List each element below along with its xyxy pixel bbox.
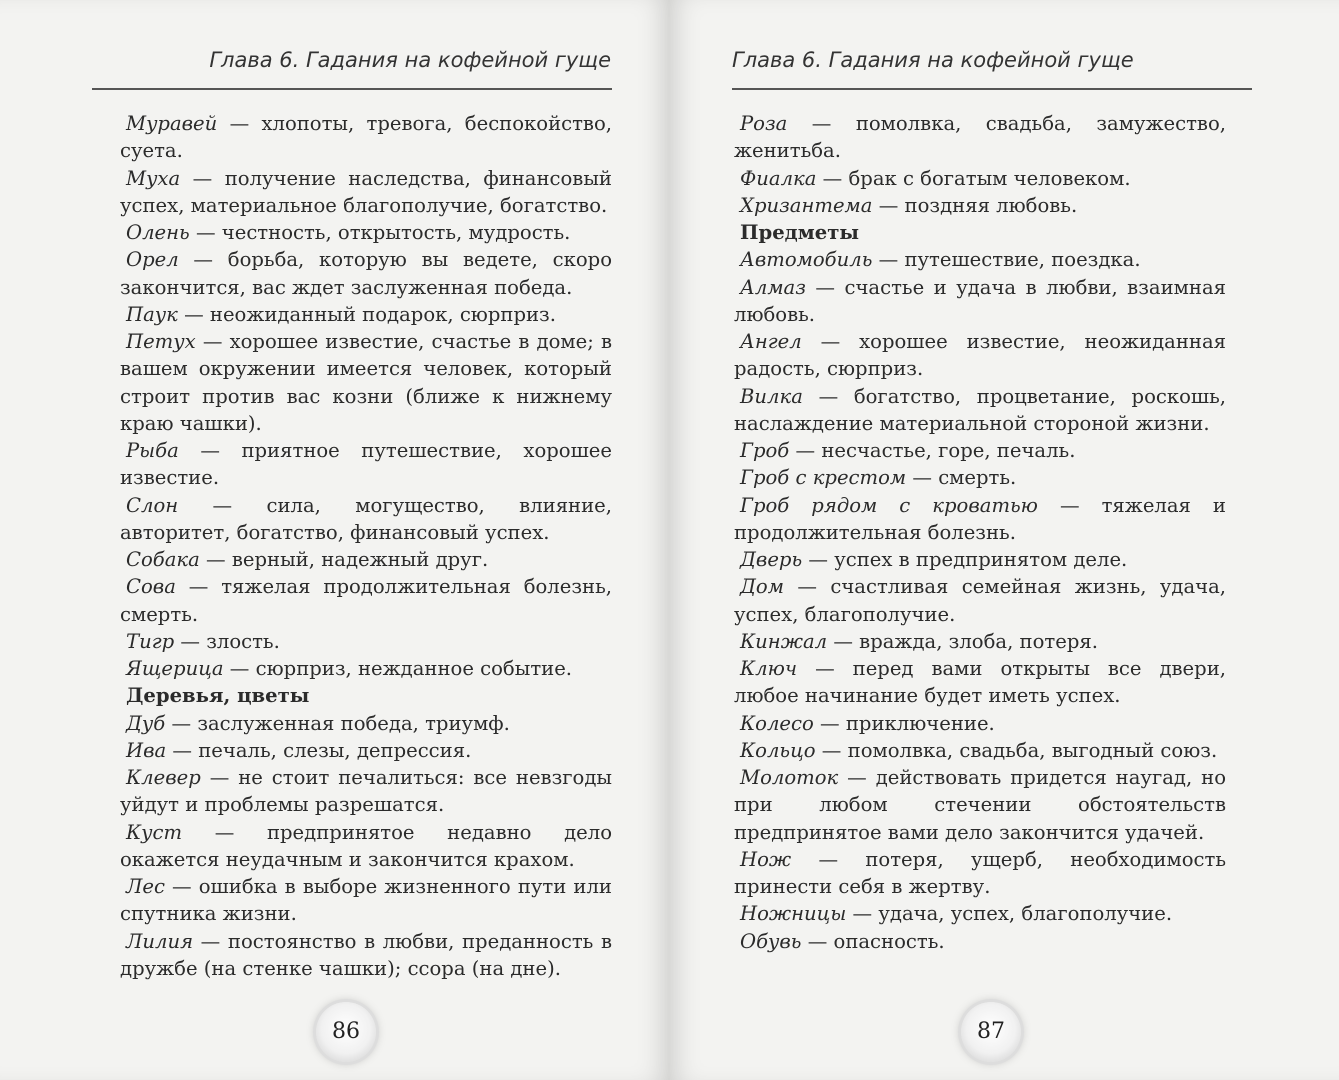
running-head-left: Глава 6. Гадания на кофейной гуще bbox=[209, 48, 611, 72]
entry bbox=[734, 546, 1226, 573]
entry-definition: — получение наследства, финансовый успех, материальное благополучие, богатство. bbox=[120, 166, 612, 217]
entry-definition: — смерть. bbox=[906, 466, 1017, 490]
entry-term: Лилия bbox=[126, 929, 194, 953]
entry-term: Ключ bbox=[740, 657, 798, 680]
entry-term: Петух bbox=[126, 330, 196, 353]
entry bbox=[734, 764, 1226, 846]
entry-term: Хризантема bbox=[740, 193, 873, 217]
entry-definition: — приятное путешествие, хорошее известие. bbox=[120, 439, 612, 490]
left-page bbox=[0, 0, 669, 1080]
entry bbox=[120, 873, 612, 928]
entry-term: Лес bbox=[126, 875, 165, 898]
entry bbox=[120, 246, 612, 301]
entry-term: Гроб с крестом bbox=[740, 466, 907, 490]
entry-term: Муха bbox=[126, 166, 181, 190]
entry bbox=[120, 710, 612, 737]
entry bbox=[120, 764, 612, 819]
entry-definition: — предпринятое недавно дело окажется неудачным и закончится крахом. bbox=[120, 820, 612, 871]
entry bbox=[734, 628, 1226, 655]
entry-term: Гроб bbox=[740, 439, 790, 462]
entry bbox=[734, 737, 1226, 764]
entry-definition: — помолвка, свадьба, выгодный союз. bbox=[815, 738, 1218, 762]
entry-definition: — потеря, ущерб, необходимость принести себя в жертву. bbox=[734, 847, 1226, 898]
entry-definition: — приключение. bbox=[813, 711, 995, 735]
entry-term: Рыба bbox=[126, 439, 179, 462]
entry-definition: — злость. bbox=[174, 629, 280, 653]
entry-term: Алмаз bbox=[740, 275, 806, 299]
entry-term: Паук bbox=[126, 302, 178, 326]
entry bbox=[734, 246, 1226, 273]
entry-definition: — успех в предпринятом деле. bbox=[802, 548, 1128, 571]
entry-term: Ножницы bbox=[740, 902, 847, 926]
entry-definition: — действовать придется наугад, но при любом стечении обстоятельств предпринятое вами дело закончится удачей. bbox=[734, 766, 1226, 844]
entry bbox=[120, 819, 612, 874]
entry-definition: — заслуженная победа, триумф. bbox=[165, 711, 510, 735]
entry-term: Автомобиль bbox=[740, 248, 873, 272]
entry bbox=[734, 274, 1226, 329]
entry bbox=[120, 655, 612, 682]
entry bbox=[120, 628, 612, 655]
entry-term: Ящерица bbox=[126, 657, 224, 680]
header-rule-right bbox=[732, 88, 1252, 90]
entry-term: Клевер bbox=[126, 766, 201, 789]
entry bbox=[734, 573, 1226, 628]
entry bbox=[120, 437, 612, 492]
entry-definition: — вражда, злоба, потеря. bbox=[827, 629, 1098, 653]
entry-definition: — удача, успех, благополучие. bbox=[846, 902, 1173, 926]
entry bbox=[734, 165, 1226, 192]
entry-term: Сова bbox=[126, 575, 176, 599]
entry-term: Нож bbox=[740, 847, 792, 871]
entry bbox=[734, 464, 1226, 491]
entry bbox=[734, 328, 1226, 383]
section-heading: Деревья, цветы bbox=[126, 684, 310, 708]
entry-term: Собака bbox=[126, 548, 200, 571]
entry-term: Дуб bbox=[126, 711, 166, 735]
entry-term: Колесо bbox=[740, 711, 814, 735]
entry bbox=[120, 573, 612, 628]
entry bbox=[734, 710, 1226, 737]
entry-definition: — неожиданный подарок, сюрприз. bbox=[177, 302, 556, 326]
entry bbox=[734, 900, 1226, 927]
entry-definition: — поздняя любовь. bbox=[872, 193, 1078, 217]
entry-definition: — сюрприз, нежданное событие. bbox=[223, 657, 573, 680]
entry-definition: — хорошее известие, счастье в доме; в вашем окружении имеется человек, который строит против вас козни (ближе к нижнему краю чашки). bbox=[120, 330, 612, 435]
entry-term: Слон bbox=[126, 493, 179, 517]
entry bbox=[120, 110, 612, 165]
entry bbox=[120, 492, 612, 547]
entry bbox=[734, 928, 1226, 955]
entry-definition: — тяжелая и продолжительная болезнь. bbox=[734, 493, 1226, 544]
entry bbox=[734, 110, 1226, 165]
entry-definition: — хорошее известие, неожиданная радость, сюрприз. bbox=[734, 330, 1226, 381]
entry bbox=[120, 165, 612, 220]
entry-term: Кольцо bbox=[740, 738, 816, 762]
entry bbox=[120, 219, 612, 246]
header-rule-left bbox=[92, 88, 612, 90]
entry bbox=[734, 192, 1226, 219]
entry bbox=[120, 928, 612, 983]
entry-definition: — честность, открытость, мудрость. bbox=[189, 221, 571, 244]
entry-definition: — сила, могущество, влияние, авторитет, богатство, финансовый успех. bbox=[120, 493, 612, 544]
entry bbox=[120, 328, 612, 437]
running-head-right: Глава 6. Гадания на кофейной гуще bbox=[732, 48, 1134, 72]
entry-definition: — счастье и удача в любви, взаимная любовь. bbox=[734, 275, 1226, 326]
entry bbox=[120, 301, 612, 328]
page-number-left: 86 bbox=[316, 1002, 376, 1062]
entry-definition: — хлопоты, тревога, беспокойство, суета. bbox=[120, 112, 612, 163]
entry-definition: — верный, надежный друг. bbox=[199, 548, 489, 571]
entry-term: Олень bbox=[126, 221, 190, 244]
entry bbox=[120, 546, 612, 573]
entry bbox=[120, 737, 612, 764]
entry-term: Роза bbox=[740, 112, 788, 135]
entry-term: Дом bbox=[740, 575, 784, 599]
entry bbox=[734, 492, 1226, 547]
right-page-text bbox=[734, 110, 1226, 955]
entry-definition: — путешествие, поездка. bbox=[872, 248, 1141, 272]
entry-term: Куст bbox=[126, 820, 183, 844]
entry-term: Дверь bbox=[740, 548, 803, 571]
entry-definition: — счастливая семейная жизнь, удача, успех, благополучие. bbox=[734, 575, 1226, 626]
entry-definition: — борьба, которую вы ведете, скоро закончится, вас ждет заслуженная победа. bbox=[120, 248, 612, 299]
entry-term: Кинжал bbox=[740, 629, 828, 653]
entry-term: Вилка bbox=[740, 384, 803, 408]
entry-definition: — перед вами открыты все двери, любое начинание будет иметь успех. bbox=[734, 657, 1226, 708]
entry-term: Тигр bbox=[126, 629, 175, 653]
entry-definition: — опасность. bbox=[801, 929, 945, 953]
section-heading: Предметы bbox=[740, 221, 859, 244]
entry-term: Обувь bbox=[740, 929, 802, 953]
entry-definition: — несчастье, горе, печаль. bbox=[789, 439, 1076, 462]
entry-definition: — постоянство в любви, преданность в дружбе (на стенке чашки); ссора (на дне). bbox=[120, 929, 612, 980]
entry bbox=[734, 846, 1226, 901]
entry-term: Ангел bbox=[740, 330, 802, 353]
entry-definition: — не стоит печалиться: все невзгоды уйдут и проблемы разрешатся. bbox=[120, 766, 612, 817]
entry-definition: — богатство, процветание, роскошь, наслаждение материальной стороной жизни. bbox=[734, 384, 1226, 435]
entry-definition: — ошибка в выборе жизненного пути или спутника жизни. bbox=[120, 875, 612, 926]
entry bbox=[734, 655, 1226, 710]
entry-term: Муравей bbox=[126, 112, 218, 135]
entry-definition: — печаль, слезы, депрессия. bbox=[166, 738, 472, 762]
page-number-right: 87 bbox=[961, 1002, 1021, 1062]
left-page-text bbox=[120, 110, 612, 982]
entry bbox=[734, 383, 1226, 438]
entry-definition: — помолвка, свадьба, замужество, женитьба. bbox=[734, 112, 1226, 163]
entry-term: Молоток bbox=[740, 766, 839, 789]
entry-term: Фиалка bbox=[740, 166, 817, 190]
entry-definition: — брак с богатым человеком. bbox=[816, 166, 1131, 190]
right-page bbox=[669, 0, 1339, 1080]
entry-definition: — тяжелая продолжительная болезнь, смерть. bbox=[120, 575, 612, 626]
entry-term: Гроб рядом с кроватью bbox=[740, 493, 1038, 517]
entry bbox=[734, 437, 1226, 464]
entry-term: Орел bbox=[126, 248, 179, 272]
entry-term: Ива bbox=[126, 738, 167, 762]
